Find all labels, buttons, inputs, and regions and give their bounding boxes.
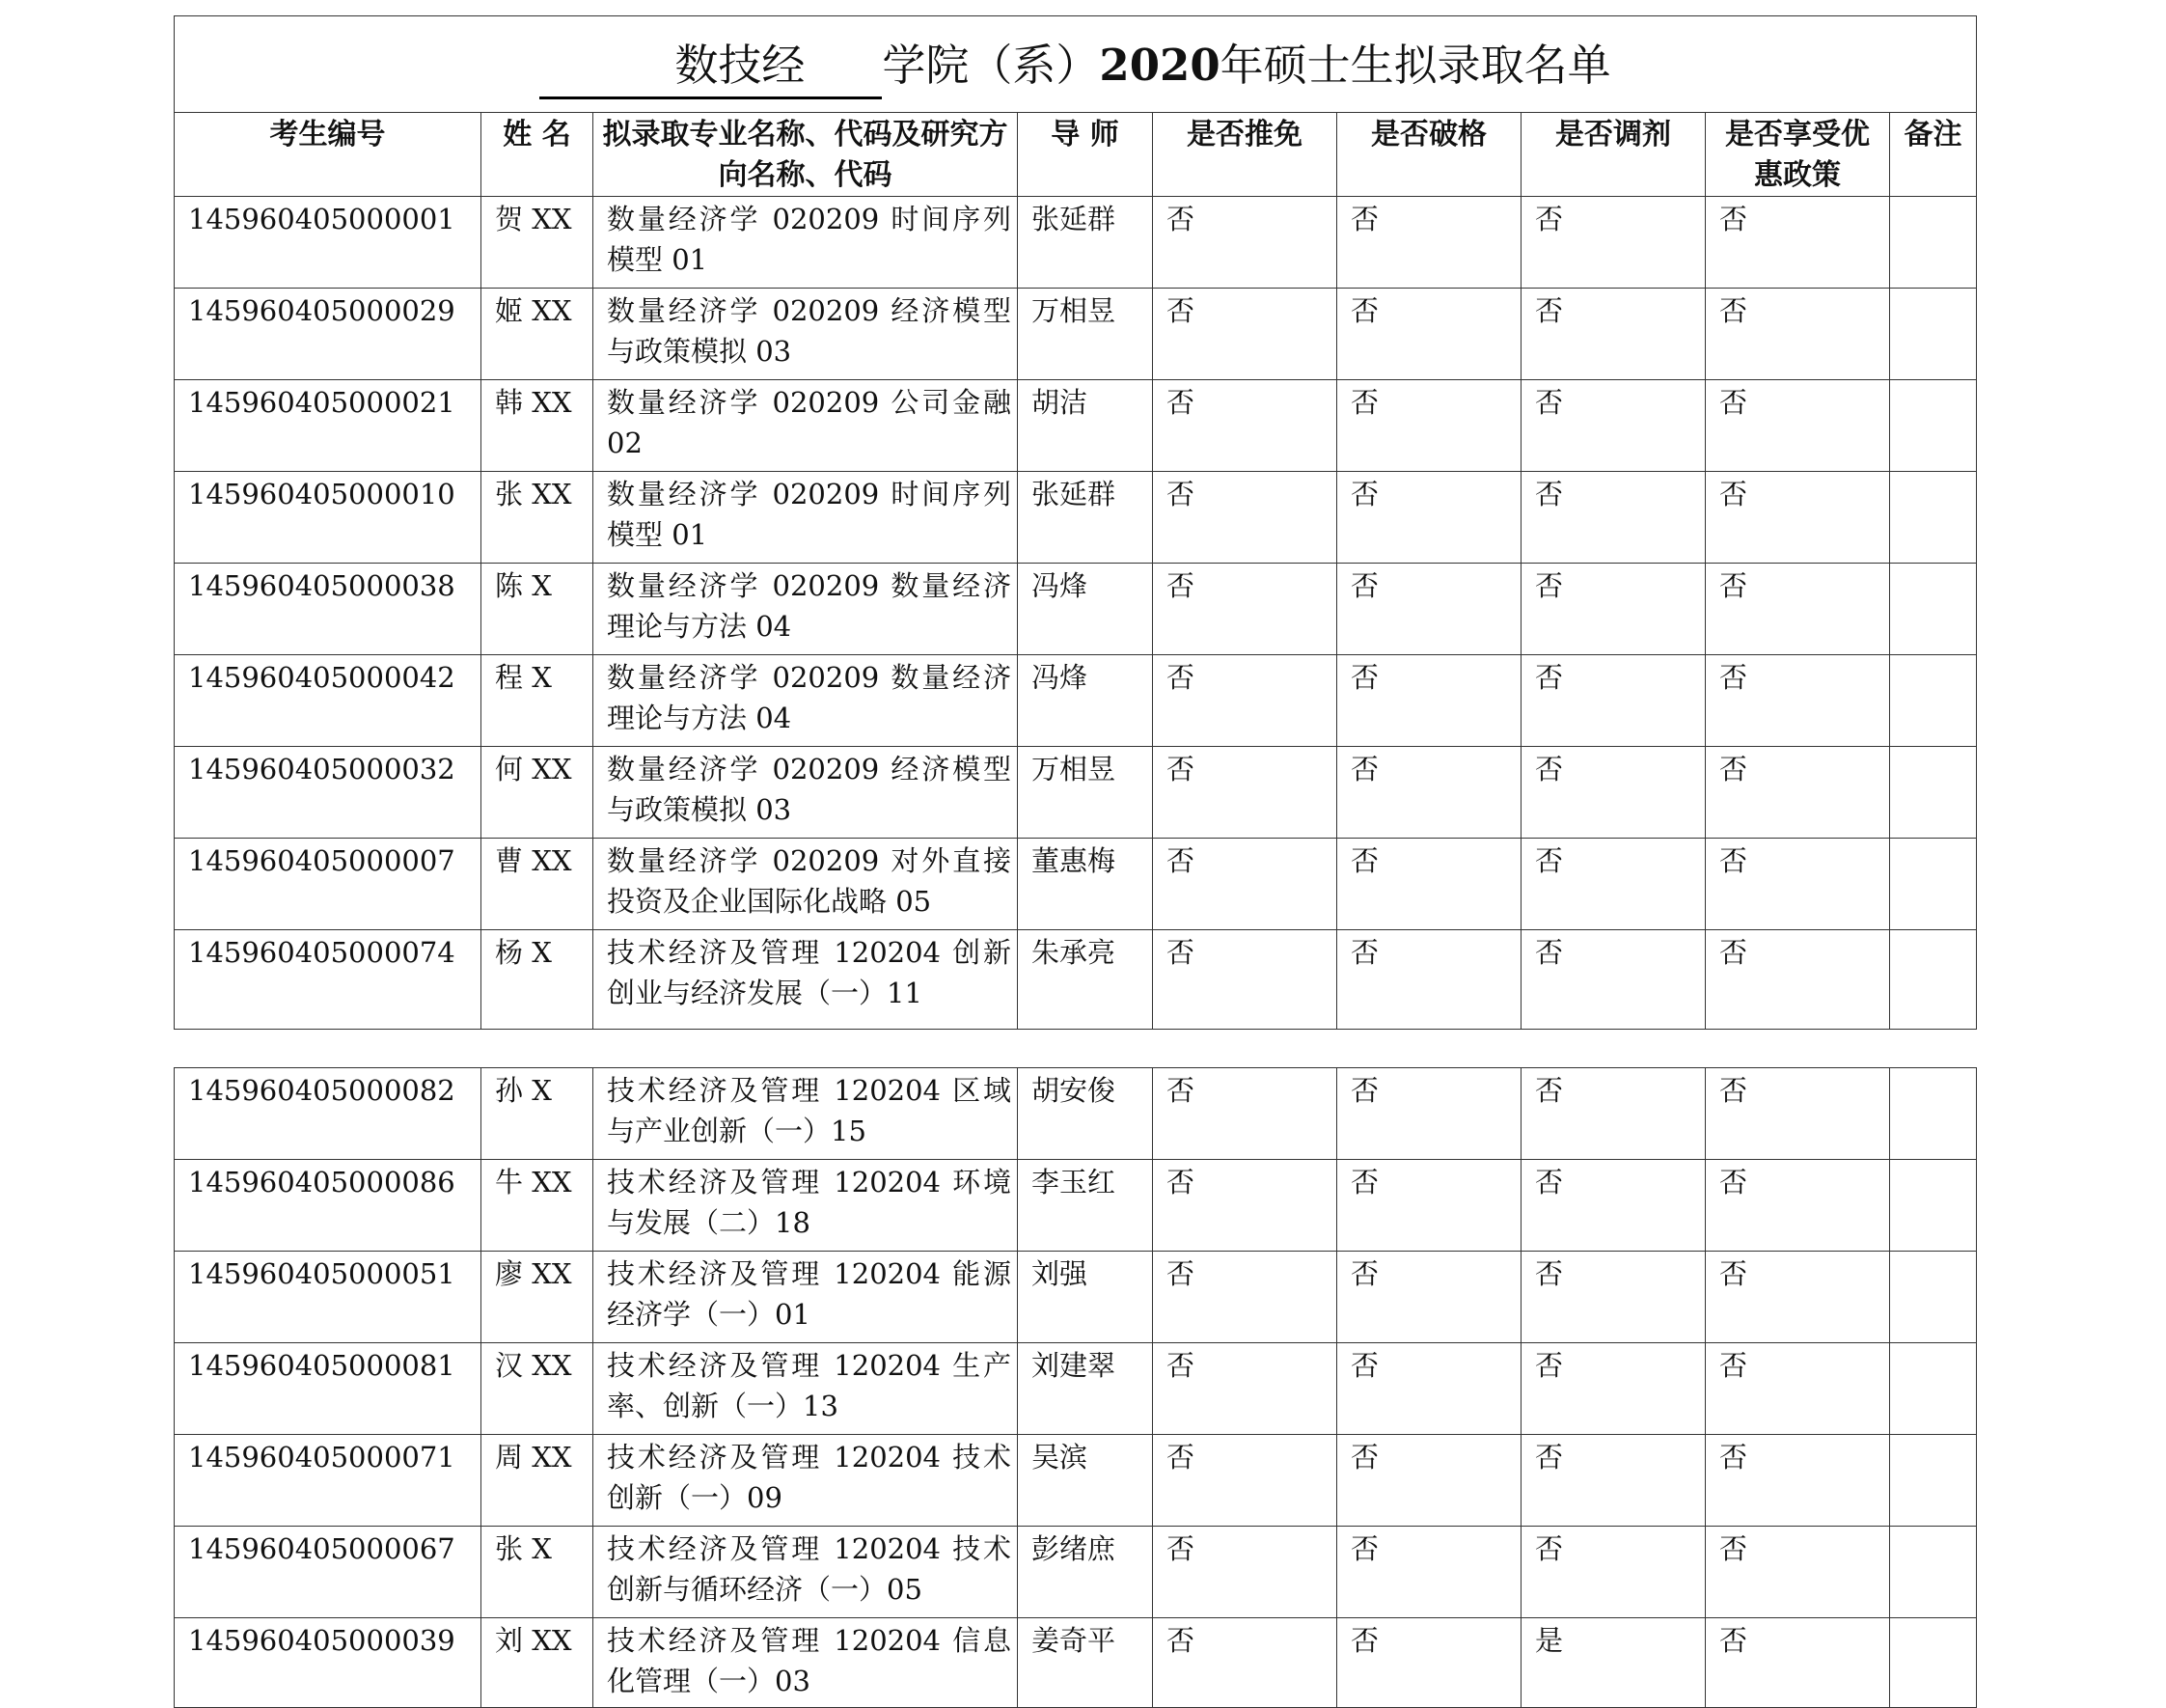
tuimian-cell: 否 (1153, 1435, 1337, 1527)
header-cell: 是否调剂 (1522, 113, 1706, 197)
major-cell: 技术经济及管理 120204 技术创新（一）09 (593, 1435, 1018, 1527)
advisor-cell: 万相昱 (1018, 289, 1153, 380)
major-cell: 数量经济学 020209 经济模型与政策模拟 03 (593, 289, 1018, 380)
youhui-cell: 否 (1706, 1160, 1890, 1252)
table-row (175, 930, 1977, 1030)
major-cell: 数量经济学 020209 对外直接投资及企业国际化战略 05 (593, 839, 1018, 930)
tiaoji-cell: 否 (1522, 197, 1706, 289)
major-cell: 数量经济学 020209 时间序列模型 01 (593, 197, 1018, 289)
table-row (175, 1252, 1977, 1343)
advisor-cell: 刘强 (1018, 1252, 1153, 1343)
poge-cell: 否 (1337, 197, 1522, 289)
note-cell (1890, 197, 1977, 289)
header-cell: 导 师 (1018, 113, 1153, 197)
poge-cell: 否 (1337, 655, 1522, 747)
tiaoji-cell: 否 (1522, 747, 1706, 839)
major-cell: 技术经济及管理 120204 环境与发展（二）18 (593, 1160, 1018, 1252)
tiaoji-cell: 否 (1522, 1343, 1706, 1435)
advisor-cell: 彭绪庶 (1018, 1527, 1153, 1618)
header-cell: 考生编号 (175, 113, 481, 197)
advisor-cell: 胡洁 (1018, 380, 1153, 472)
name-cell: 汉 XX (481, 1343, 593, 1435)
tuimian-cell: 否 (1153, 289, 1337, 380)
youhui-cell: 否 (1706, 380, 1890, 472)
tuimian-cell: 否 (1153, 655, 1337, 747)
name-cell: 孙 X (481, 1068, 593, 1160)
tiaoji-cell: 否 (1522, 472, 1706, 564)
admission-table-part1 (174, 15, 1977, 1030)
table-row (175, 289, 1977, 380)
advisor-cell: 朱承亮 (1018, 930, 1153, 1030)
youhui-cell: 否 (1706, 1435, 1890, 1527)
table-row (175, 1068, 1977, 1160)
tuimian-cell: 否 (1153, 1068, 1337, 1160)
youhui-cell: 否 (1706, 564, 1890, 655)
tuimian-cell: 否 (1153, 839, 1337, 930)
tiaoji-cell: 否 (1522, 1527, 1706, 1618)
tuimian-cell: 否 (1153, 1252, 1337, 1343)
table-row (175, 839, 1977, 930)
tiaoji-cell: 否 (1522, 1068, 1706, 1160)
tuimian-cell: 否 (1153, 197, 1337, 289)
advisor-cell: 胡安俊 (1018, 1068, 1153, 1160)
youhui-cell: 否 (1706, 1068, 1890, 1160)
note-cell (1890, 1618, 1977, 1708)
youhui-cell: 否 (1706, 1343, 1890, 1435)
advisor-cell: 吴滨 (1018, 1435, 1153, 1527)
youhui-cell: 否 (1706, 930, 1890, 1030)
advisor-cell: 张延群 (1018, 472, 1153, 564)
tiaoji-cell: 否 (1522, 1160, 1706, 1252)
major-cell: 技术经济及管理 120204 创新创业与经济发展（一）11 (593, 930, 1018, 1030)
poge-cell: 否 (1337, 1160, 1522, 1252)
candidate-id-cell: 145960405000038 (175, 564, 481, 655)
name-cell: 周 XX (481, 1435, 593, 1527)
major-cell: 技术经济及管理 120204 信息化管理（一）03 (593, 1618, 1018, 1708)
table-row (175, 564, 1977, 655)
tuimian-cell: 否 (1153, 564, 1337, 655)
tuimian-cell: 否 (1153, 380, 1337, 472)
tiaoji-cell: 是 (1522, 1618, 1706, 1708)
name-cell: 贺 XX (481, 197, 593, 289)
advisor-cell: 冯烽 (1018, 655, 1153, 747)
youhui-cell: 否 (1706, 747, 1890, 839)
note-cell (1890, 380, 1977, 472)
youhui-cell: 否 (1706, 197, 1890, 289)
table-row (175, 1527, 1977, 1618)
poge-cell: 否 (1337, 839, 1522, 930)
table-row (175, 380, 1977, 472)
poge-cell: 否 (1337, 1343, 1522, 1435)
major-cell: 技术经济及管理 120204 能源经济学（一）01 (593, 1252, 1018, 1343)
tiaoji-cell: 否 (1522, 655, 1706, 747)
title-suffix-a: 学院（系） (882, 39, 1100, 91)
header-cell: 姓 名 (481, 113, 593, 197)
youhui-cell: 否 (1706, 1252, 1890, 1343)
poge-cell: 否 (1337, 747, 1522, 839)
table-row (175, 472, 1977, 564)
tiaoji-cell: 否 (1522, 839, 1706, 930)
table-row (175, 197, 1977, 289)
name-cell: 陈 X (481, 564, 593, 655)
name-cell: 何 XX (481, 747, 593, 839)
note-cell (1890, 839, 1977, 930)
candidate-id-cell: 145960405000074 (175, 930, 481, 1030)
name-cell: 姬 XX (481, 289, 593, 380)
note-cell (1890, 1068, 1977, 1160)
note-cell (1890, 930, 1977, 1030)
candidate-id-cell: 145960405000042 (175, 655, 481, 747)
name-cell: 牛 XX (481, 1160, 593, 1252)
candidate-id-cell: 145960405000032 (175, 747, 481, 839)
table-row (175, 655, 1977, 747)
header-cell: 是否破格 (1337, 113, 1522, 197)
note-cell (1890, 289, 1977, 380)
note-cell (1890, 1343, 1977, 1435)
name-cell: 张 X (481, 1527, 593, 1618)
poge-cell: 否 (1337, 1435, 1522, 1527)
poge-cell: 否 (1337, 380, 1522, 472)
candidate-id-cell: 145960405000082 (175, 1068, 481, 1160)
major-cell: 技术经济及管理 120204 生产率、创新（一）13 (593, 1343, 1018, 1435)
note-cell (1890, 1435, 1977, 1527)
candidate-id-cell: 145960405000071 (175, 1435, 481, 1527)
candidate-id-cell: 145960405000021 (175, 380, 481, 472)
poge-cell: 否 (1337, 1252, 1522, 1343)
table-row (175, 1618, 1977, 1708)
advisor-cell: 张延群 (1018, 197, 1153, 289)
tiaoji-cell: 否 (1522, 1252, 1706, 1343)
table-row (175, 1343, 1977, 1435)
tuimian-cell: 否 (1153, 1618, 1337, 1708)
admission-table-part2 (174, 1067, 1977, 1708)
advisor-cell: 刘建翠 (1018, 1343, 1153, 1435)
advisor-cell: 董惠梅 (1018, 839, 1153, 930)
major-cell: 数量经济学 020209 经济模型与政策模拟 03 (593, 747, 1018, 839)
note-cell (1890, 564, 1977, 655)
table-row (175, 1160, 1977, 1252)
major-cell: 技术经济及管理 120204 技术创新与循环经济（一）05 (593, 1527, 1018, 1618)
tuimian-cell: 否 (1153, 1343, 1337, 1435)
candidate-id-cell: 145960405000010 (175, 472, 481, 564)
poge-cell: 否 (1337, 289, 1522, 380)
name-cell: 韩 XX (481, 380, 593, 472)
tuimian-cell: 否 (1153, 472, 1337, 564)
youhui-cell: 否 (1706, 655, 1890, 747)
youhui-cell: 否 (1706, 839, 1890, 930)
note-cell (1890, 472, 1977, 564)
advisor-cell: 万相昱 (1018, 747, 1153, 839)
poge-cell: 否 (1337, 564, 1522, 655)
tiaoji-cell: 否 (1522, 1435, 1706, 1527)
youhui-cell: 否 (1706, 1527, 1890, 1618)
name-cell: 杨 X (481, 930, 593, 1030)
note-cell (1890, 747, 1977, 839)
youhui-cell: 否 (1706, 1618, 1890, 1708)
title-dept: 数技经 (539, 30, 882, 99)
poge-cell: 否 (1337, 1527, 1522, 1618)
candidate-id-cell: 145960405000067 (175, 1527, 481, 1618)
tuimian-cell: 否 (1153, 930, 1337, 1030)
page-title (175, 16, 1977, 113)
major-cell: 数量经济学 020209 数量经济理论与方法 04 (593, 655, 1018, 747)
candidate-id-cell: 145960405000007 (175, 839, 481, 930)
name-cell: 廖 XX (481, 1252, 593, 1343)
candidate-id-cell: 145960405000039 (175, 1618, 481, 1708)
candidate-id-cell: 145960405000081 (175, 1343, 481, 1435)
major-cell: 技术经济及管理 120204 区域与产业创新（一）15 (593, 1068, 1018, 1160)
name-cell: 刘 XX (481, 1618, 593, 1708)
tiaoji-cell: 否 (1522, 380, 1706, 472)
note-cell (1890, 1252, 1977, 1343)
youhui-cell: 否 (1706, 472, 1890, 564)
header-cell: 拟录取专业名称、代码及研究方向名称、代码 (593, 113, 1018, 197)
table-row (175, 1435, 1977, 1527)
name-cell: 曹 XX (481, 839, 593, 930)
candidate-id-cell: 145960405000001 (175, 197, 481, 289)
tuimian-cell: 否 (1153, 747, 1337, 839)
header-cell: 是否推免 (1153, 113, 1337, 197)
note-cell (1890, 1160, 1977, 1252)
tuimian-cell: 否 (1153, 1527, 1337, 1618)
candidate-id-cell: 145960405000029 (175, 289, 481, 380)
table-row (175, 747, 1977, 839)
name-cell: 程 X (481, 655, 593, 747)
advisor-cell: 李玉红 (1018, 1160, 1153, 1252)
poge-cell: 否 (1337, 1618, 1522, 1708)
header-cell: 备注 (1890, 113, 1977, 197)
note-cell (1890, 655, 1977, 747)
major-cell: 数量经济学 020209 公司金融 02 (593, 380, 1018, 472)
header-row (175, 113, 1977, 197)
tiaoji-cell: 否 (1522, 930, 1706, 1030)
advisor-cell: 姜奇平 (1018, 1618, 1153, 1708)
title-year: 2020 (1099, 39, 1220, 91)
major-cell: 数量经济学 020209 时间序列模型 01 (593, 472, 1018, 564)
poge-cell: 否 (1337, 1068, 1522, 1160)
youhui-cell: 否 (1706, 289, 1890, 380)
header-cell: 是否享受优惠政策 (1706, 113, 1890, 197)
advisor-cell: 冯烽 (1018, 564, 1153, 655)
tiaoji-cell: 否 (1522, 564, 1706, 655)
major-cell: 数量经济学 020209 数量经济理论与方法 04 (593, 564, 1018, 655)
poge-cell: 否 (1337, 472, 1522, 564)
tiaoji-cell: 否 (1522, 289, 1706, 380)
candidate-id-cell: 145960405000051 (175, 1252, 481, 1343)
note-cell (1890, 1527, 1977, 1618)
poge-cell: 否 (1337, 930, 1522, 1030)
tuimian-cell: 否 (1153, 1160, 1337, 1252)
candidate-id-cell: 145960405000086 (175, 1160, 481, 1252)
name-cell: 张 XX (481, 472, 593, 564)
title-suffix-b: 年硕士生拟录取名单 (1220, 39, 1611, 91)
